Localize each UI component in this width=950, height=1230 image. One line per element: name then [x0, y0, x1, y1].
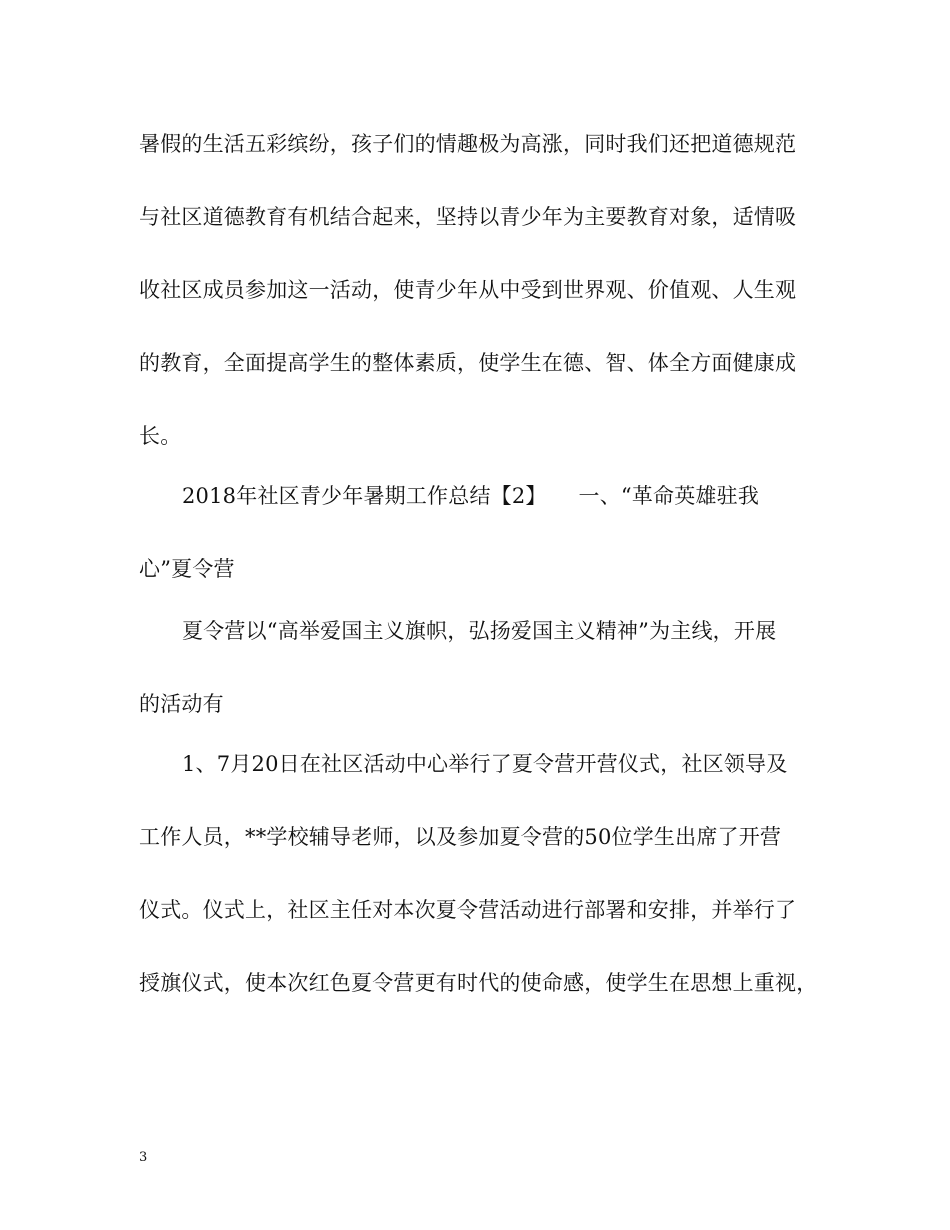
list-item-line-3: 仪式。仪式上，社区主任对本次夏令营活动进行部署和安排，并举行了 — [139, 898, 797, 922]
text-line-4: 的教育，全面提高学生的整体素质，使学生在德、智、体全方面健康成 — [139, 351, 797, 375]
text-line-5: 长。 — [139, 424, 182, 448]
list-item-line-4: 授旗仪式，使本次红色夏令营更有时代的使命感，使学生在思想上重视， — [139, 971, 818, 995]
section-heading-line: 2018年社区青少年暑期工作总结【2】 一、“革命英雄驻我 — [182, 484, 760, 508]
paragraph-line-2: 的活动有 — [139, 692, 224, 716]
page-number: 3 — [139, 1150, 148, 1165]
text-line-3: 收社区成员参加这一活动，使青少年从中受到世界观、价值观、人生观 — [139, 278, 797, 302]
list-item-line-1: 1、7月20日在社区活动中心举行了夏令营开营仪式，社区领导及 — [182, 752, 788, 776]
text-line-1: 暑假的生活五彩缤纷，孩子们的情趣极为高涨，同时我们还把道德规范 — [139, 132, 797, 156]
paragraph-line-1: 夏令营以“高举爱国主义旗帜，弘扬爱国主义精神”为主线，开展 — [182, 619, 777, 643]
text-line-2: 与社区道德教育有机结合起来，坚持以青少年为主要教育对象，适情吸 — [139, 205, 797, 229]
section-heading-continuation: 心”夏令营 — [139, 557, 235, 581]
list-item-line-2: 工作人员，**学校辅导老师，以及参加夏令营的50位学生出席了开营 — [139, 825, 782, 849]
